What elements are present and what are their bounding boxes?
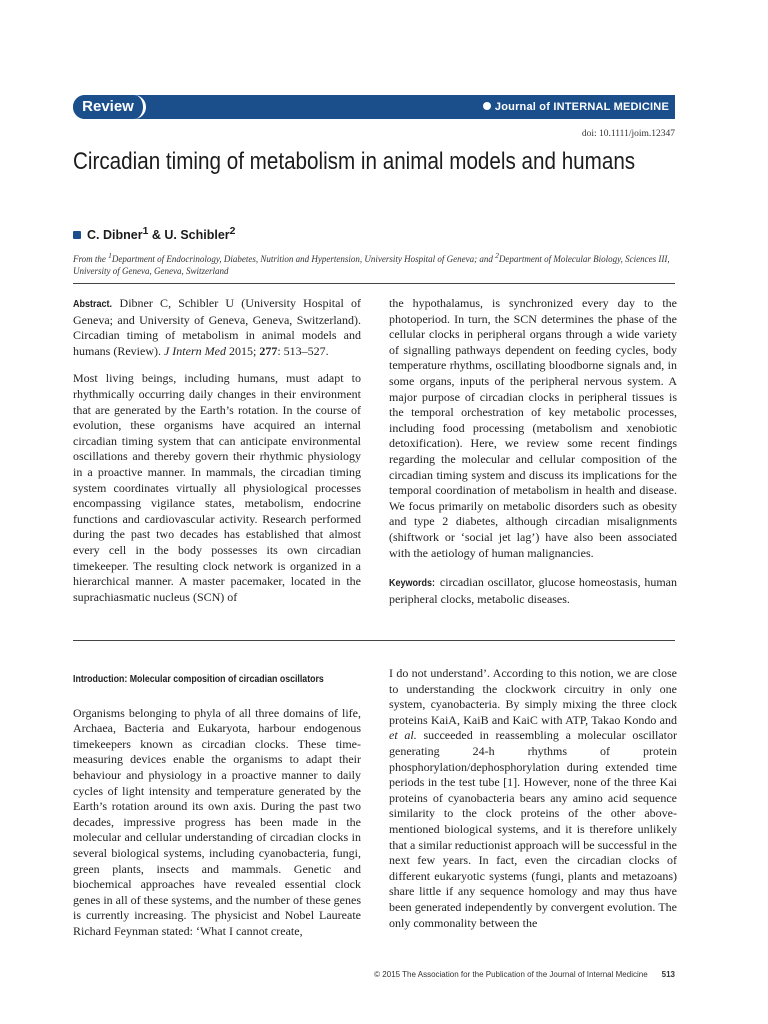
- abstract-left-column: [73, 296, 361, 617]
- affil-from: From the: [73, 254, 109, 264]
- author-2: U. Schibler: [164, 228, 230, 243]
- affil-dept-1: Department of Endocrinology, Diabetes, Nutrition and Hypertension, University Hospital of Geneva; and: [111, 254, 496, 264]
- keywords: [389, 575, 677, 607]
- intro-right-column: [389, 666, 677, 943]
- page-footer: [374, 970, 675, 979]
- abstract-citation-text: Dibner C, Schibler U (University Hospital of Geneva; and University of Geneva, Geneva, Switzerland). Circadian timing of metabolism in animal models and humans (Review).: [73, 296, 361, 358]
- journal-name: [483, 95, 669, 119]
- journal-abbrev: J Intern Med: [163, 343, 226, 358]
- mid-divider: [73, 640, 675, 641]
- footer-copyright: © 2015 The Association for the Publication of the Journal of Internal Medicine: [374, 970, 648, 979]
- intro-right-pre: I do not understand’. According to this notion, we are close to understanding the clockwork circuitry in only one system, cyanobacteria. By simply mixing the three clock proteins KaiA, KaiB and KaiC with ATP, Takao Kondo and: [389, 666, 677, 727]
- bullet-icon: [483, 102, 491, 110]
- affiliations: [73, 250, 677, 277]
- intro-right-post: succeeded in reassembling a molecular oscillator generating 24-h rhythms of protein phosphorylation/dephosphorylation during extended time periods in the test tube [1]. However, none of the three Kai proteins of cyanobacteria bears any amino acid sequence similarity to the clock proteins of the other above-mentioned biological systems, and it is therefore unlikely that a similar reductionist approach will be successful in the next few years. In fact, even the circadian clocks of different eukaryotic systems (fungi, plants and metazoans) share little if any sequence homology and may thus have been generated independently by convergent evolution. The only commonality between the: [389, 728, 677, 930]
- author-1-sup: 1: [142, 226, 149, 237]
- journal-header-bar: [73, 95, 675, 119]
- keywords-text: circadian oscillator, glucose homeostasis, human peripheral clocks, metabolic diseases.: [389, 575, 677, 606]
- abstract-right-column: [389, 296, 677, 619]
- citation-volume: 277: [259, 343, 278, 358]
- intro-left-column: [73, 672, 361, 952]
- abstract-citation: [73, 296, 361, 359]
- affil-dept-2: Department of Molecular Biology, Sciences III, University of Geneva, Geneva, Switzerland: [73, 254, 670, 276]
- top-divider: [73, 283, 675, 284]
- section-heading: Introduction: Molecular composition of circadian oscillators: [73, 674, 324, 685]
- affil-sup-2: 2: [495, 251, 499, 260]
- affil-sup-1: 1: [108, 251, 112, 260]
- citation-pages: : 513–527.: [277, 343, 329, 358]
- section-label: Review: [73, 95, 146, 119]
- journal-title: Journal of INTERNAL MEDICINE: [494, 101, 669, 113]
- abstract-label: Abstract.: [73, 299, 113, 310]
- author-2-sup: 2: [229, 226, 236, 237]
- citation-year: 2015;: [225, 343, 260, 358]
- article-title: Circadian timing of metabolism in animal models and humans: [73, 148, 636, 175]
- abstract-paragraph-1: Most living beings, including humans, must adapt to rhythmically occurring daily changes in their environment that are generated by the Earth’s rotation. In the course of evolution, these organisms have acquired an internal circadian timing system that can anticipate environmental oscillations and thereby govern their rhythmic physiology in a proactive manner. In mammals, the circadian timing system coordinates virtually all physiological processes encompassing vigilance states, metabolism, endocrine functions and cardiovascular activity. Research performed during the past two decades has established that almost every cell in the body possesses its own circadian timekeeper. The resulting clock network is organized in a hierarchical manner. A master pacemaker, located in the suprachiasmatic nucleus (SCN) of: [73, 371, 361, 604]
- doi[interactable]: doi: 10.1111/joim.12347: [581, 129, 675, 139]
- intro-paragraph-right: [389, 666, 677, 931]
- square-bullet-icon: [73, 231, 81, 239]
- keywords-label: Keywords:: [389, 578, 436, 590]
- author-separator: &: [148, 228, 165, 243]
- abstract-paragraph-2: the hypothalamus, is synchronized every day to the photoperiod. In turn, the SCN determines the phase of the cellular clocks in peripheral organs through a wide variety of signalling pathways dependent on feeding cycles, body temperature rhythms, oscillating bloodborne signals and, in some organs, inputs of the peripheral nervous system. A major purpose of circadian clocks in peripheral tissues is the temporal orchestration of key metabolic processes, including food processing (metabolism and xenobiotic detoxification). Here, we review some recent findings regarding the molecular and cellular composition of the circadian timing system and discuss its implications for the temporal coordination of metabolism in health and disease. We focus primarily on metabolic disorders such as obesity and type 2 diabetes, although circadian misalignments (shiftwork or ‘social jet lag’) have also been associated with the aetiology of human malignancies.: [389, 296, 677, 560]
- intro-paragraph-left: Organisms belonging to phyla of all three domains of life, Archaea, Bacteria and Eukaryota, harbour endogenous timekeepers known as circadian clocks. These time-measuring devices enable the organisms to adapt their behaviour and physiology in a proactive manner to daily cycles of light intensity and temperature generated by the Earth’s rotation around its own axis. During the past two decades, impressive progress has been made in the molecular and cellular understanding of circadian clocks in several biological systems, including cyanobacteria, fungi, green plants, insects and mammals. Genetic and biochemical approaches have revealed essential clock genes in all of these systems, and the number of these genes is currently increasing. The physicist and Nobel Laureate Richard Feynman stated: ‘What I cannot create,: [73, 705, 361, 938]
- author-1: C. Dibner: [87, 228, 143, 243]
- intro-etal: et al.: [389, 728, 417, 743]
- author-list: [73, 226, 235, 242]
- page-number: 513: [661, 970, 675, 979]
